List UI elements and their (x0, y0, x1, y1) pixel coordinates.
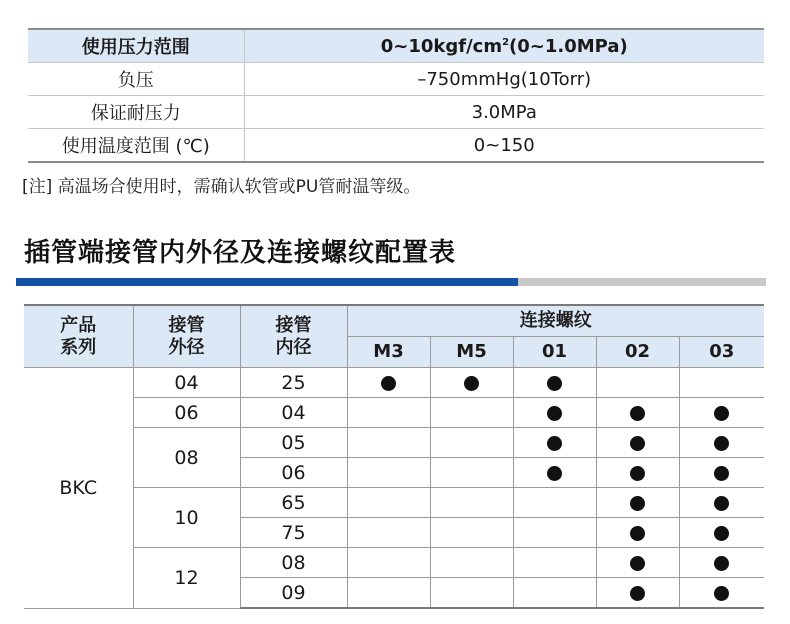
thread-cell (347, 368, 430, 398)
header-inner-diameter: 接管 内径 (240, 305, 347, 368)
spec-header-value: $0\sim 10kgf/cm^2(0\sim 1.0MPa)$ (244, 29, 764, 63)
available-dot-icon (381, 376, 396, 391)
thread-cell (513, 488, 596, 518)
thread-cell (513, 458, 596, 488)
thread-cell (347, 518, 430, 548)
title-underline (16, 278, 766, 286)
spec-table (28, 28, 764, 163)
spec-row-proof-pressure (28, 96, 764, 129)
thread-cell (513, 428, 596, 458)
table-row (24, 368, 764, 398)
available-dot-icon (547, 376, 562, 391)
header-thread-02: 02 (596, 337, 679, 368)
thread-cell (596, 578, 679, 609)
table-row (24, 548, 764, 578)
outer-diameter-cell: 04 (133, 368, 240, 398)
available-dot-icon (714, 406, 729, 421)
outer-diameter-cell: 08 (133, 428, 240, 488)
table-row (24, 398, 764, 428)
thread-cell (596, 548, 679, 578)
header-series: 产品 系列 (24, 305, 133, 368)
thread-cell (430, 488, 513, 518)
spec-value: 3.0MPa (244, 96, 764, 129)
title-underline-accent (16, 278, 518, 286)
section-title: 插管端接管内外径及连接螺纹配置表 (24, 238, 457, 268)
thread-cell (596, 458, 679, 488)
thread-cell (430, 578, 513, 609)
thread-cell (596, 428, 679, 458)
available-dot-icon (630, 586, 645, 601)
inner-diameter-cell: 75 (240, 518, 347, 548)
header-thread-group: 连接螺纹 (347, 305, 764, 337)
spec-header-label: 使用压力范围 (28, 29, 244, 63)
thread-cell (679, 368, 764, 398)
available-dot-icon (714, 526, 729, 541)
thread-cell (679, 488, 764, 518)
thread-cell (347, 458, 430, 488)
thread-cell (596, 488, 679, 518)
thread-cell (679, 428, 764, 458)
series-cell: BKC (24, 368, 133, 609)
thread-cell (347, 398, 430, 428)
spec-value: 0~150 (244, 129, 764, 163)
available-dot-icon (547, 436, 562, 451)
inner-diameter-cell: 06 (240, 458, 347, 488)
inner-diameter-cell: 05 (240, 428, 347, 458)
thread-cell (430, 368, 513, 398)
header-thread-m5: M5 (430, 337, 513, 368)
available-dot-icon (630, 466, 645, 481)
header-outer-diameter: 接管 外径 (133, 305, 240, 368)
available-dot-icon (714, 586, 729, 601)
available-dot-icon (714, 436, 729, 451)
thread-cell (513, 368, 596, 398)
table-row (24, 428, 764, 458)
thread-cell (679, 518, 764, 548)
thread-cell (430, 428, 513, 458)
available-dot-icon (714, 556, 729, 571)
header-thread-03: 03 (679, 337, 764, 368)
spec-row-temperature (28, 129, 764, 163)
available-dot-icon (547, 466, 562, 481)
thread-cell (347, 488, 430, 518)
thread-cell (430, 518, 513, 548)
inner-diameter-cell: 25 (240, 368, 347, 398)
thread-cell (430, 548, 513, 578)
available-dot-icon (714, 496, 729, 511)
outer-diameter-cell: 10 (133, 488, 240, 548)
thread-cell (679, 458, 764, 488)
inner-diameter-cell: 04 (240, 398, 347, 428)
outer-diameter-cell: 06 (133, 398, 240, 428)
header-thread-01: 01 (513, 337, 596, 368)
note-text: [注] 高温场合使用时，需确认软管或PU管耐温等级。 (22, 177, 421, 197)
available-dot-icon (714, 466, 729, 481)
thread-cell (347, 428, 430, 458)
outer-diameter-cell: 12 (133, 548, 240, 609)
available-dot-icon (464, 376, 479, 391)
thread-cell (679, 548, 764, 578)
inner-diameter-cell: 09 (240, 578, 347, 609)
spec-label: 保证耐压力 (28, 96, 244, 129)
inner-diameter-cell: 08 (240, 548, 347, 578)
available-dot-icon (630, 556, 645, 571)
table-row (24, 488, 764, 518)
thread-cell (513, 548, 596, 578)
thread-cell (679, 578, 764, 609)
config-table-body (24, 368, 764, 609)
thread-cell (430, 398, 513, 428)
thread-cell (596, 518, 679, 548)
inner-diameter-cell: 65 (240, 488, 347, 518)
spec-row-vacuum (28, 63, 764, 96)
spec-label: 负压 (28, 63, 244, 96)
thread-cell (596, 368, 679, 398)
thread-cell (596, 398, 679, 428)
thread-cell (513, 518, 596, 548)
thread-cell (347, 548, 430, 578)
thread-cell (679, 398, 764, 428)
thread-cell (430, 458, 513, 488)
spec-label: 使用温度范围 (℃) (28, 129, 244, 163)
thread-cell (513, 578, 596, 609)
available-dot-icon (630, 436, 645, 451)
available-dot-icon (630, 526, 645, 541)
thread-cell (513, 398, 596, 428)
available-dot-icon (547, 406, 562, 421)
spec-header-row (28, 29, 764, 63)
thread-cell (347, 578, 430, 609)
available-dot-icon (630, 496, 645, 511)
header-thread-m3: M3 (347, 337, 430, 368)
available-dot-icon (630, 406, 645, 421)
config-table (24, 304, 764, 609)
config-header-row (24, 305, 764, 337)
spec-value: –750mmHg(10Torr) (244, 63, 764, 96)
